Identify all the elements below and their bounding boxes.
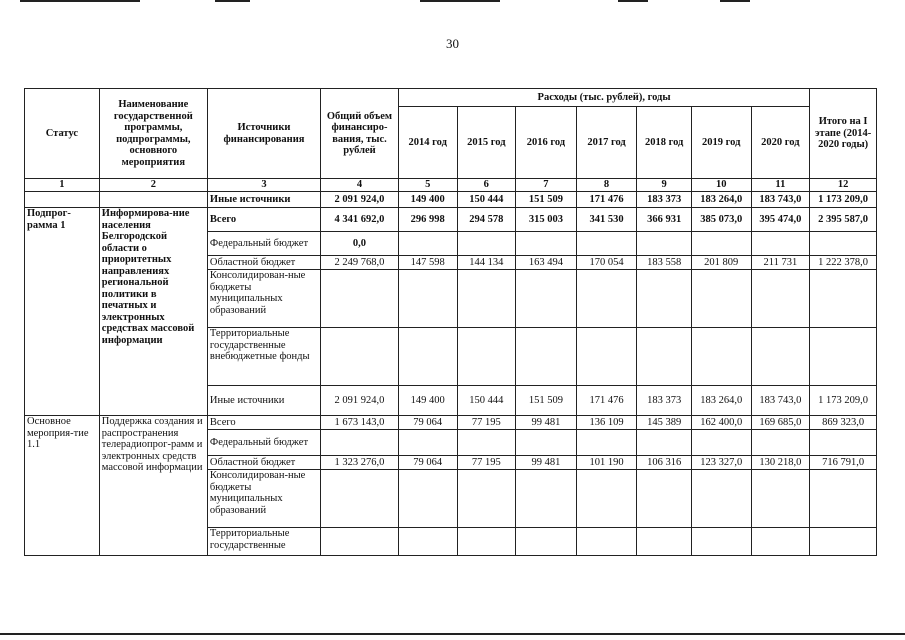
column-number: 1 [25,179,100,192]
cell-value: 136 109 [576,416,637,430]
cell-value: 183 743,0 [751,192,810,208]
column-number: 11 [751,179,810,192]
cell-total: 2 091 924,0 [321,386,399,416]
source-label: Территориальные государственные [207,528,320,556]
source-label: Областной бюджет [207,256,320,270]
cell-value: 171 476 [576,386,637,416]
source-label: Иные источники [207,192,320,208]
cell-total: 1 673 143,0 [321,416,399,430]
column-number: 2 [99,179,207,192]
cell-value: 151 509 [516,192,577,208]
cell-value: 106 316 [637,456,692,470]
source-label: Иные источники [207,386,320,416]
cell-value: 170 054 [576,256,637,270]
subprogram-status: Подпрог-рамма 1 [25,208,100,416]
cell-value: 201 809 [691,256,751,270]
cell-total: 2 249 768,0 [321,256,399,270]
cell-value: 99 481 [516,456,577,470]
column-number: 10 [691,179,751,192]
header-year: 2016 год [516,107,577,179]
header-sources: Источники финансирования [207,89,320,179]
cell-stage-total: 869 323,0 [810,416,877,430]
header-year: 2020 год [751,107,810,179]
cell-value: 183 743,0 [751,386,810,416]
bottom-scan-edge [0,633,905,636]
cell-value: 211 731 [751,256,810,270]
cell-value: 147 598 [398,256,457,270]
cell-value: 183 558 [637,256,692,270]
header-stage-total: Итого на I этапе (2014-2020 годы) [810,89,877,179]
cell-value: 183 264,0 [691,192,751,208]
column-number: 3 [207,179,320,192]
cell-value: 162 400,0 [691,416,751,430]
cell-value: 315 003 [516,208,577,232]
header-year: 2014 год [398,107,457,179]
cell-value: 150 444 [457,386,516,416]
cell-value: 130 218,0 [751,456,810,470]
header-year: 2018 год [637,107,692,179]
cell-value: 79 064 [398,416,457,430]
subprogram-name: Информирова-ние населения Белгородской области о приоритетных направлениях региональной политики в печатных и электронных средствах массовой информации [99,208,207,416]
source-label: Консолидирован-ные бюджеты муниципальных образований [207,270,320,328]
header-year: 2017 год [576,107,637,179]
cell-value: 99 481 [516,416,577,430]
page-number: 30 [446,36,459,51]
cell-value: 145 389 [637,416,692,430]
cell-value: 385 073,0 [691,208,751,232]
subprogram-row-total [25,208,877,232]
column-number: 9 [637,179,692,192]
column-number: 4 [321,179,399,192]
source-label: Федеральный бюджет [207,232,320,256]
column-number-row [25,179,877,192]
cell-value: 77 195 [457,456,516,470]
cell-stage-total: 1 222 378,0 [810,256,877,270]
header-status: Статус [25,89,100,179]
cell-value: 296 998 [398,208,457,232]
column-number: 5 [398,179,457,192]
cell-value: 171 476 [576,192,637,208]
cell-value: 395 474,0 [751,208,810,232]
cell-value: 341 530 [576,208,637,232]
top-scan-edge [0,0,905,2]
source-label: Федеральный бюджет [207,430,320,456]
cell-value: 151 509 [516,386,577,416]
source-label: Всего [207,416,320,430]
financing-table [24,88,877,556]
cell-value: 183 373 [637,386,692,416]
header-year: 2015 год [457,107,516,179]
source-label: Территориальные государственные внебюджетные фонды [207,328,320,386]
cell-total: 1 323 276,0 [321,456,399,470]
header-total-volume: Общий объем финансиро-вания, тыс. рублей [321,89,399,179]
cell-stage-total: 2 395 587,0 [810,208,877,232]
cell-value: 149 400 [398,192,457,208]
cell-value: 123 327,0 [691,456,751,470]
cell-total: 2 091 924,0 [321,192,399,208]
header-name: Наименование государственной программы, подпрограммы, основного мероприятия [99,89,207,179]
column-number: 8 [576,179,637,192]
column-number: 6 [457,179,516,192]
cell-value: 183 264,0 [691,386,751,416]
cell-value: 366 931 [637,208,692,232]
cell-value: 150 444 [457,192,516,208]
cell-value: 163 494 [516,256,577,270]
cell-stage-total: 1 173 209,0 [810,192,877,208]
cell-value: 77 195 [457,416,516,430]
cell-total: 0,0 [321,232,399,256]
column-number: 7 [516,179,577,192]
source-label: Всего [207,208,320,232]
cell-value: 101 190 [576,456,637,470]
cell-value: 169 685,0 [751,416,810,430]
cell-stage-total: 716 791,0 [810,456,877,470]
event-status: Основное мероприя-тие 1.1 [25,416,100,556]
event-row-total [25,416,877,430]
cell-value: 294 578 [457,208,516,232]
cell-value: 144 134 [457,256,516,270]
header-year: 2019 год [691,107,751,179]
cell-stage-total: 1 173 209,0 [810,386,877,416]
column-number: 12 [810,179,877,192]
cell-value: 183 373 [637,192,692,208]
carry-row [25,192,877,208]
cell-value: 149 400 [398,386,457,416]
source-label: Консолидирован-ные бюджеты муниципальных образований [207,470,320,528]
event-name: Поддержка создания и распространения телерадиопрог-рамм и электронных средств массовой информации [99,416,207,556]
header-expenses: Расходы (тыс. рублей), годы [398,89,809,107]
source-label: Областной бюджет [207,456,320,470]
cell-total: 4 341 692,0 [321,208,399,232]
cell-value: 79 064 [398,456,457,470]
